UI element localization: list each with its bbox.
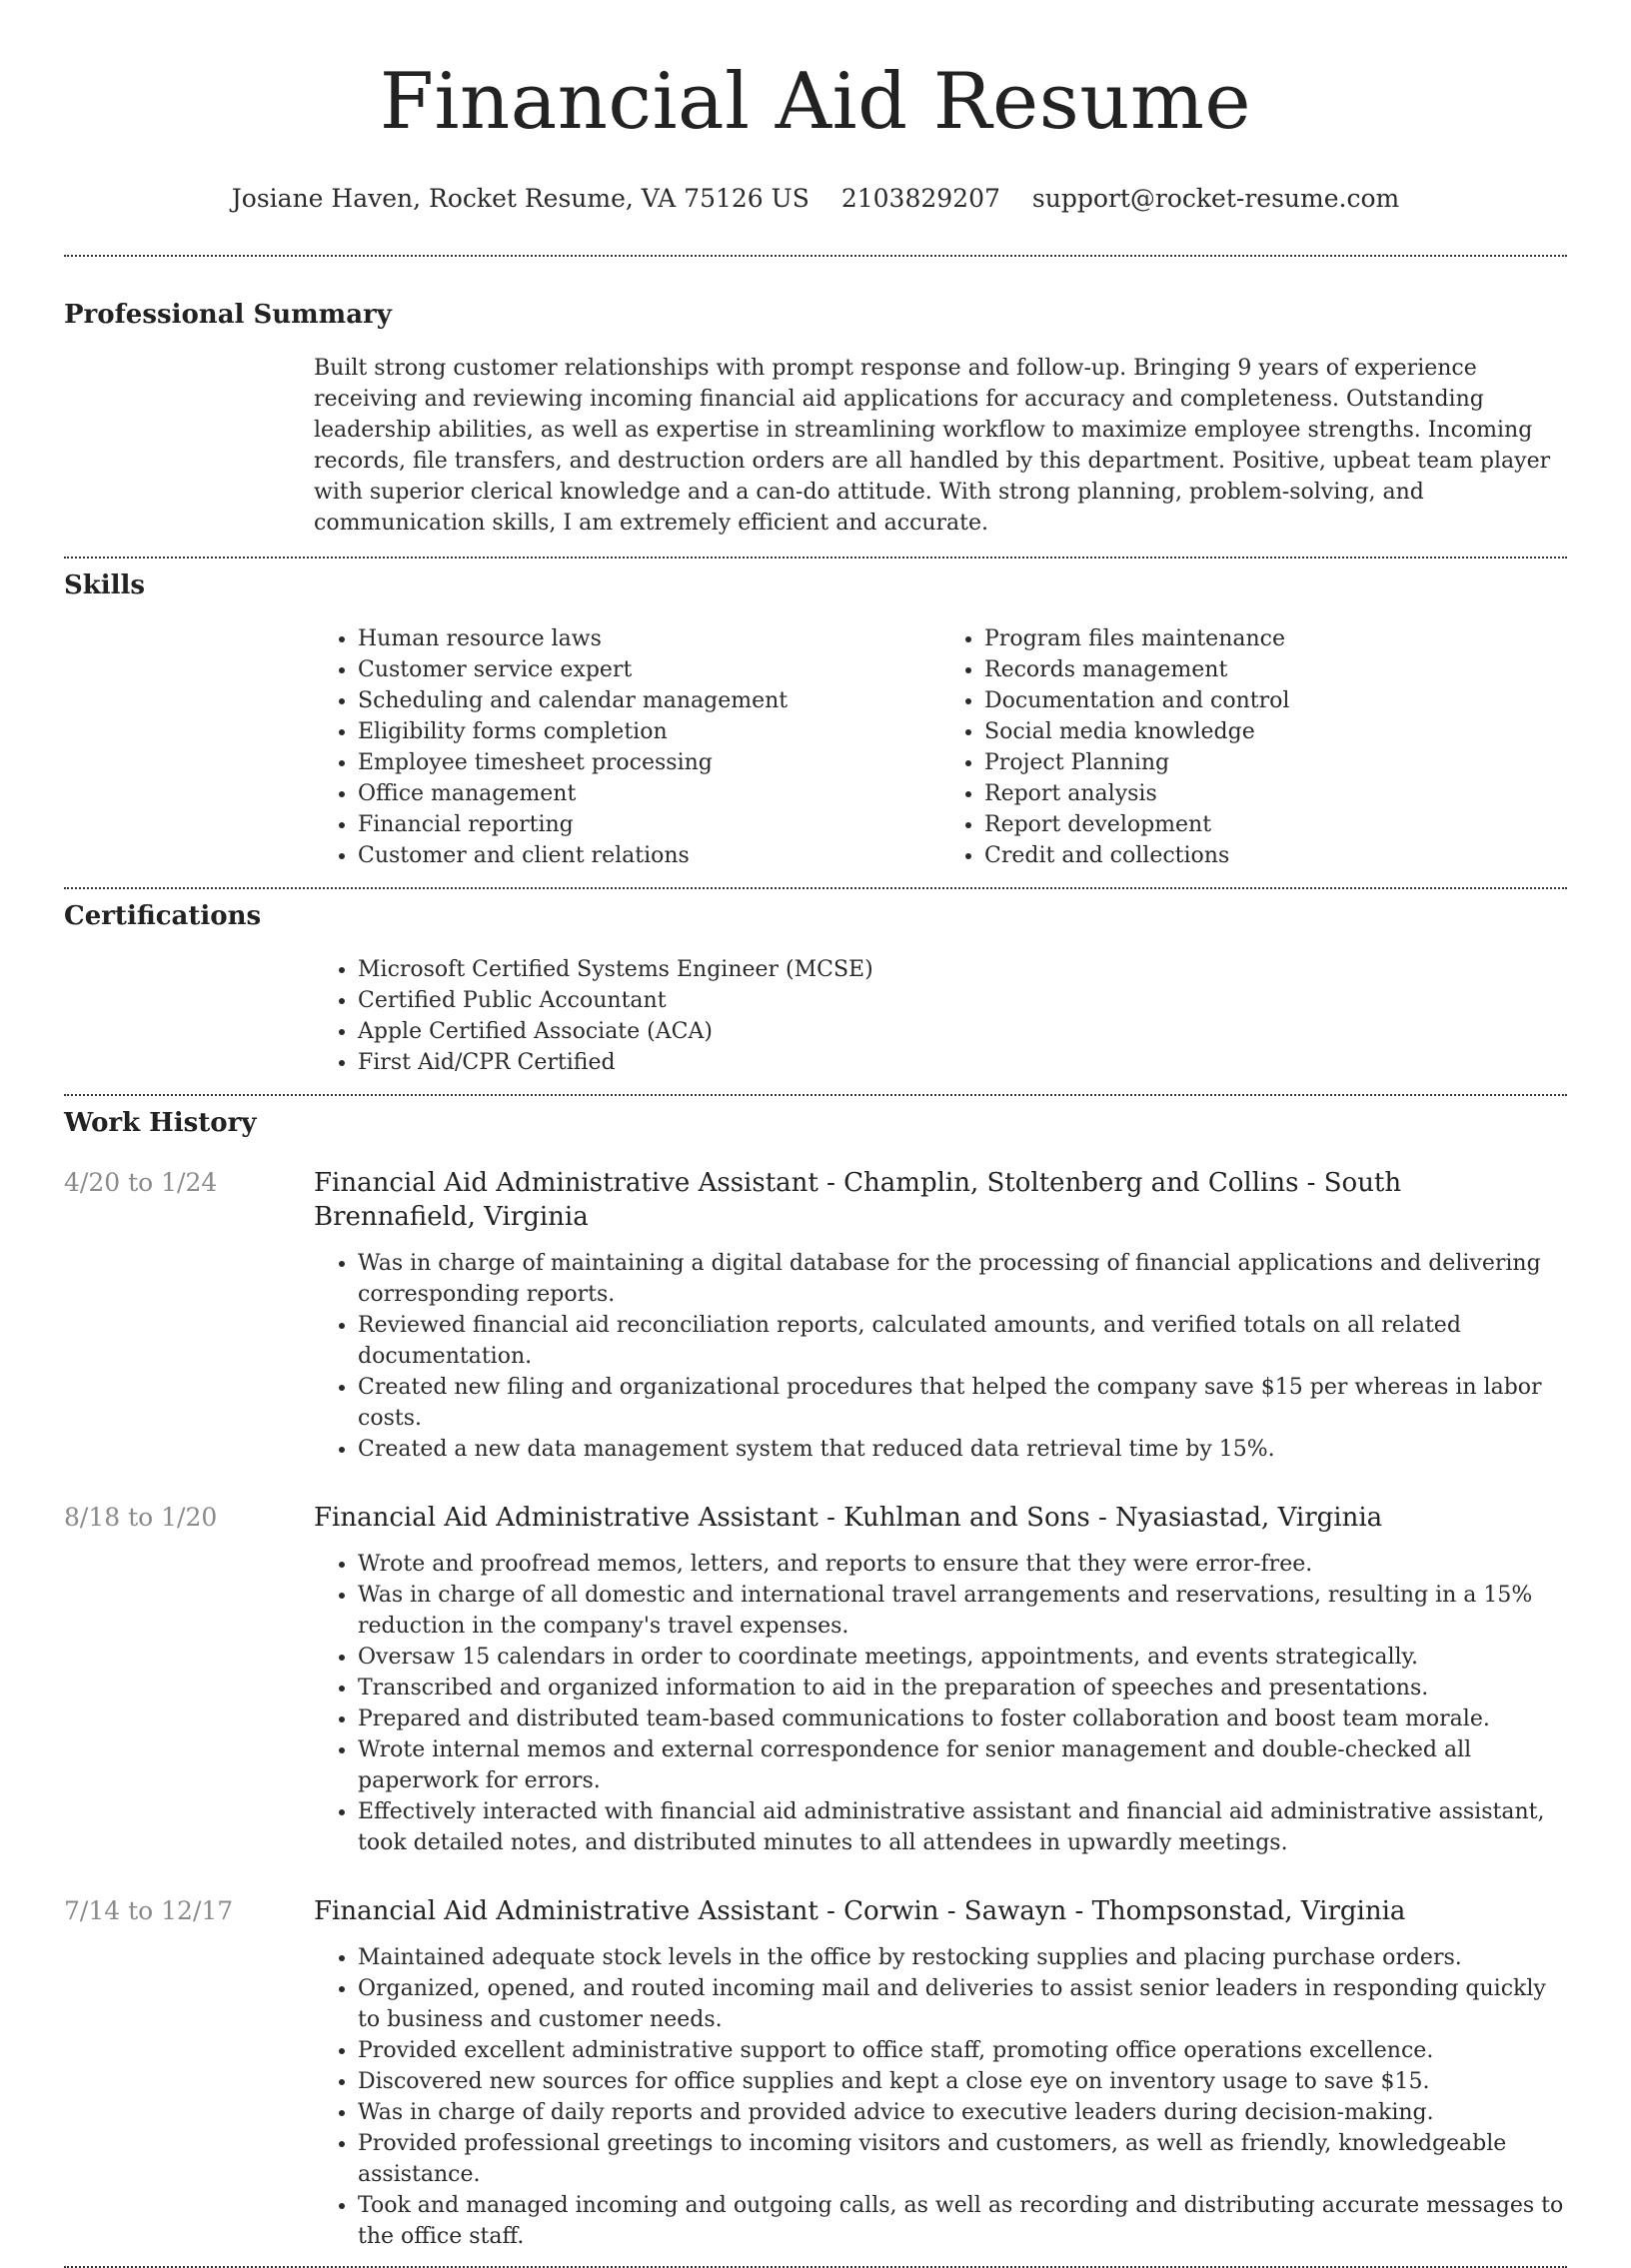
list-item: • Created new filing and organizational procedures that helped the company save $15 per whereas in labor costs.: [358, 1372, 1567, 1434]
skills-list-right: [940, 623, 1567, 871]
list-item: • Employee timesheet processing: [358, 747, 940, 778]
job-bullets: [314, 1248, 1567, 1465]
list-item: • Report development: [984, 809, 1567, 840]
work-heading: Work History: [64, 1108, 257, 1138]
job-entry: [64, 1501, 1567, 1858]
list-item: • Program files maintenance: [984, 623, 1567, 654]
list-item: • Discovered new sources for office supplies and kept a close eye on inventory usage to save $15.: [358, 2066, 1567, 2097]
job-title: Financial Aid Administrative Assistant - Champlin, Stoltenberg and Collins - South Brennafield, Virginia: [314, 1168, 1402, 1232]
page-title: Financial Aid Resume: [379, 57, 1252, 147]
job-dates: 7/14 to 12/17: [64, 1896, 234, 1925]
list-item: • Maintained adequate stock levels in the office by restocking supplies and placing purchase orders.: [358, 1942, 1567, 1973]
list-item: • Prepared and distributed team-based communications to foster collaboration and boost team morale.: [358, 1703, 1567, 1734]
contact-email: support@rocket-resume.com: [1031, 184, 1400, 213]
skills-list-left: [314, 623, 940, 871]
skills-section: [64, 559, 1567, 871]
job-entry: [64, 1894, 1567, 2252]
job-bullets: [314, 1549, 1567, 1858]
list-item: • Was in charge of all domestic and international travel arrangements and reservations, resulting in a 15% reduction in the company's travel expenses.: [358, 1580, 1567, 1642]
list-item: • Customer and client relations: [358, 840, 940, 871]
list-item: • Wrote and proofread memos, letters, and reports to ensure that they were error-free.: [358, 1549, 1567, 1580]
list-item: • Customer service expert: [358, 654, 940, 685]
list-item: • Certified Public Accountant: [358, 985, 1567, 1016]
list-item: • Provided professional greetings to incoming visitors and customers, as well as friendly, knowledgeable assistance.: [358, 2128, 1567, 2190]
job-dates: 8/18 to 1/20: [64, 1503, 218, 1532]
job-details: [314, 1894, 1567, 2252]
certifications-section: [64, 889, 1567, 1078]
list-item: • Was in charge of maintaining a digital database for the processing of financial applications and delivering corresponding reports.: [358, 1248, 1567, 1310]
list-item: • Project Planning: [984, 747, 1567, 778]
list-item: • Provided excellent administrative support to office staff, promoting office operations excellence.: [358, 2035, 1567, 2066]
list-item: • Organized, opened, and routed incoming mail and deliveries to assist senior leaders in responding quickly to business and customer needs.: [358, 1973, 1567, 2035]
list-item: • Records management: [984, 654, 1567, 685]
list-item: • Office management: [358, 778, 940, 809]
summary-heading: Professional Summary: [64, 300, 392, 330]
list-item: • Microsoft Certified Systems Engineer (MCSE): [358, 954, 1567, 985]
list-item: • Created a new data management system that reduced data retrieval time by 15%.: [358, 1434, 1567, 1465]
list-item: • Financial reporting: [358, 809, 940, 840]
job-entry: [64, 1166, 1567, 1465]
contact-phone: 2103829207: [840, 184, 1000, 213]
list-item: • Transcribed and organized information to aid in the preparation of speeches and presentations.: [358, 1673, 1567, 1703]
list-item: • Documentation and control: [984, 685, 1567, 716]
list-item: • Scheduling and calendar management: [358, 685, 940, 716]
certifications-body: [314, 954, 1567, 1078]
summary-section: [64, 257, 1567, 539]
list-item: • Wrote internal memos and external correspondence for senior management and double-checked all paperwork for errors.: [358, 1734, 1567, 1796]
list-item: • Apple Certified Associate (ACA): [358, 1016, 1567, 1047]
list-item: • Credit and collections: [984, 840, 1567, 871]
list-item: • First Aid/CPR Certified: [358, 1047, 1567, 1078]
list-item: • Social media knowledge: [984, 716, 1567, 747]
list-item: • Effectively interacted with financial aid administrative assistant and financial aid administrative assistant, took detailed notes, and distributed minutes to all attendees in upwardly meetings.: [358, 1796, 1567, 1858]
summary-text: Built strong customer relationships with prompt response and follow-up. Bringing 9 years of experience receiving and reviewing incoming financial aid applications for accuracy and completeness. Outstanding leadership abilities, as well as expertise in streamlining workflow to maximize employee strengths. Incoming records, file transfers, and destruction orders are all handled by this department. Positive, upbeat team player with superior clerical knowledge and a can-do attitude. With strong planning, problem-solving, and communication skills, I am extremely efficient and accurate.: [314, 356, 1551, 536]
contact-line: [64, 182, 1567, 216]
list-item: • Eligibility forms completion: [358, 716, 940, 747]
job-title: Financial Aid Administrative Assistant - Kuhlman and Sons - Nyasiastad, Virginia: [314, 1503, 1383, 1533]
list-item: • Human resource laws: [358, 623, 940, 654]
certifications-heading: Certifications: [64, 901, 262, 931]
list-item: • Was in charge of daily reports and provided advice to executive leaders during decision-making.: [358, 2097, 1567, 2128]
job-bullets: [314, 1942, 1567, 2252]
contact-address: Josiane Haven, Rocket Resume, VA 75126 US: [231, 184, 810, 213]
work-section: [64, 1096, 1567, 2252]
list-item: • Report analysis: [984, 778, 1567, 809]
job-details: [314, 1501, 1567, 1858]
skills-body: [314, 623, 1567, 871]
list-item: • Took and managed incoming and outgoing calls, as well as recording and distributing accurate messages to the office staff.: [358, 2190, 1567, 2252]
list-item: • Reviewed financial aid reconciliation reports, calculated amounts, and verified totals on all related documentation.: [358, 1310, 1567, 1372]
certifications-list: [314, 954, 1567, 1078]
job-dates: 4/20 to 1/24: [64, 1168, 218, 1197]
summary-body: [314, 353, 1567, 539]
job-title: Financial Aid Administrative Assistant - Corwin - Sawayn - Thompsonstad, Virginia: [314, 1896, 1406, 1926]
skills-heading: Skills: [64, 570, 146, 600]
list-item: • Oversaw 15 calendars in order to coordinate meetings, appointments, and events strategically.: [358, 1642, 1567, 1673]
job-details: [314, 1166, 1567, 1465]
